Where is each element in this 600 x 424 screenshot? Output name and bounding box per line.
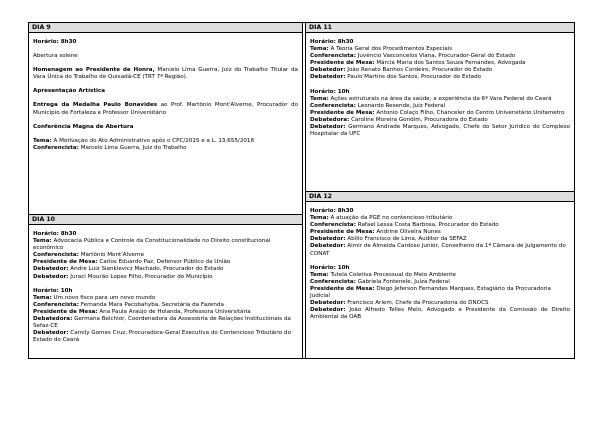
debater-line: Debatedor: Germano Andrade Marques, Advogado, Chefe do Setor Jurídico do Complexo Hospitalar da UFC bbox=[310, 124, 570, 138]
time-label: Horário: 8h30 bbox=[310, 39, 354, 45]
day-11-body bbox=[306, 33, 574, 138]
debater-line: Debatedor: Andre Luiz Sienkievicz Machado, Procurador do Estado bbox=[33, 266, 224, 273]
time-label: Horário: 8h30 bbox=[33, 231, 77, 237]
day-9-header: DIA 9 bbox=[29, 23, 302, 33]
debater-line: Debatedora: Caroline Moreira Gondim, Procuradora do Estado bbox=[310, 116, 488, 123]
debater-line: Debatedor: Almir de Almeida Cardoso Junior, Conselheiro da 1ª Câmara de Julgamento do CONAT bbox=[310, 243, 566, 257]
theme-line: Tema: Tutela Coletiva Processual do Meio Ambiente bbox=[310, 271, 456, 278]
right-column bbox=[305, 23, 574, 358]
artistic-label: Apresentação Artística bbox=[33, 88, 106, 95]
speaker-line: Conferencista: Fernanda Mara Pacobahyba, Secretária da Fazenda bbox=[33, 301, 224, 308]
time-label: Horário: 8h30 bbox=[310, 208, 354, 214]
chair-line: Presidente de Mesa: Andrine Oliveira Nunes bbox=[310, 229, 441, 236]
speaker-line: Conferencista: Gabriela Fontenele, Juíza Federal bbox=[310, 278, 450, 285]
chair-line: Presidente de Mesa: Diego Jeferson Fernandes Marques, Estagiário da Procuradoria Judicial bbox=[310, 285, 551, 300]
chair-line: Presidente de Mesa: Antonio Colaço Filho, Chanceler do Centro Universitário Unifametro bbox=[310, 109, 565, 116]
medal-paragraph: Entrega da Medalha Paulo Bonavides ao Prof. Martônio Mont'Alverne, Procurador do Município de Fortaleza e Professor Universitário bbox=[33, 102, 298, 116]
day-12-body bbox=[306, 202, 574, 321]
day-9-body bbox=[29, 33, 302, 152]
program-table bbox=[28, 22, 575, 359]
time-label: Horário: 8h30 bbox=[33, 39, 77, 45]
speaker-line: Conferencista: Martônio Mont'Alverne bbox=[33, 252, 145, 259]
speaker-line: Conferencista: Juvêncio Vasconcelos Viana, Procurador-Geral do Estado bbox=[310, 53, 516, 60]
speaker-line: Conferencista: Leonardo Resende, Juiz Federal bbox=[310, 102, 446, 109]
theme-line: Tema: A Teoria Geral dos Procedimentos Especiais bbox=[310, 46, 453, 53]
debater-line: Debatedor: Paulo Martins dos Santos, Procurador do Estado bbox=[310, 74, 482, 81]
conference-label: Conferência Magna de Abertura bbox=[33, 123, 134, 130]
debater-line: Debatedor: Camily Gomes Cruz, Procuradora-Geral Executiva do Contencioso Tributário do Estado do Ceará bbox=[33, 330, 292, 344]
left-column bbox=[29, 23, 303, 358]
time-label: Horário: 10h bbox=[310, 264, 350, 271]
day-10-body bbox=[29, 225, 302, 344]
day-12-header: DIA 12 bbox=[306, 191, 574, 202]
chair-line: Presidente de Mesa: Carlos Eduardo Paz, Defensor Público da União bbox=[33, 259, 231, 266]
debater-line: Debatedora: Germana Belchior, Coordenadora da Assessoria de Relações Institucionais da Sefaz-CE bbox=[33, 316, 291, 330]
theme-line: Tema: Advocacia Pública e Controle da Constitucionalidade no Direito constitucional econômico bbox=[33, 238, 271, 252]
theme-line: Tema: Ações estruturais na área da saúde: a experiência da 6ª Vara Federal do Ceará bbox=[310, 95, 552, 102]
day-10-header: DIA 10 bbox=[29, 214, 302, 225]
debater-line: Debatedor: Abílio Francisco de Lima, Auditor da SEFAZ bbox=[310, 236, 467, 243]
chair-line: Presidente de Mesa: Ana Paula Araújo de Holanda, Professora Universitária bbox=[33, 308, 251, 315]
opening-text: Abertura solene bbox=[33, 53, 78, 60]
debater-line: Debatedor: Juraci Mourão Lopes Filho, Procurador do Município bbox=[33, 273, 213, 280]
speaker-line: Conferencista: Rafael Lessa Costa Barbosa, Procurador do Estado bbox=[310, 222, 499, 229]
homage-paragraph: Homenagem ao Presidente de Honra, Marcelo Lima Guerra, Juiz do Trabalho Titular da Vara Única do Trabalho de Quixadá-CE (TRT 7ª Região). bbox=[33, 67, 298, 81]
debater-line: Debatedor: João Renato Banhos Cordeiro, Procurador do Estado bbox=[310, 67, 493, 74]
day-11-header: DIA 11 bbox=[306, 23, 574, 33]
theme-line: Tema: A Motivação do Ato Administrativo após o CPC/2015 e a L. 13.655/2018 bbox=[33, 137, 255, 144]
time-label: Horário: 10h bbox=[310, 88, 350, 95]
debater-line: Debatedor: João Alfredo Telles Melo, Advogado e Presidente da Comissão de Direito Ambiental da OAB bbox=[310, 307, 570, 321]
theme-line: Tema: Um novo fisco para um novo mundo bbox=[33, 294, 156, 301]
theme-line: Tema: A atuação da PGE no contencioso tributário bbox=[310, 215, 453, 222]
time-label: Horário: 10h bbox=[33, 287, 73, 294]
debater-line: Debatedor: Francisco Arlem, Chefe da Procuradoria do DNOCS bbox=[310, 300, 489, 307]
chair-line: Presidente de Mesa: Márcia Maria dos Santos Souza Fernandes, Advogada bbox=[310, 60, 526, 67]
speaker-line: Conferencista: Marcelo Lima Guerra, Juiz do Trabalho bbox=[33, 144, 187, 151]
